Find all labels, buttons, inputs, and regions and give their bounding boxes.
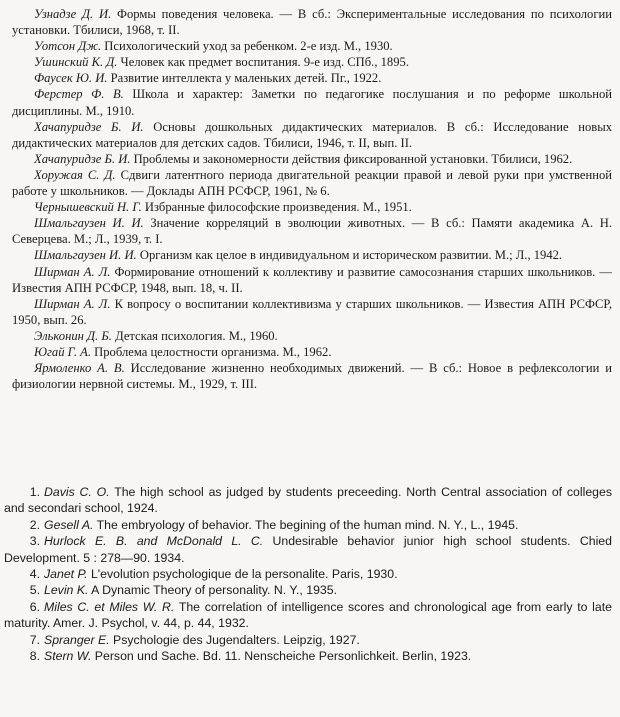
- reference-entry: [0, 296, 620, 328]
- reference-text: Организм как целое в индивидуальном и историческом развитии. М.; Л., 1942.: [136, 248, 563, 263]
- reference-entry: [0, 360, 620, 392]
- reference-author: Davis C. O.: [44, 485, 110, 499]
- reference-entry: [0, 599, 620, 632]
- reference-text: Проблема целостности организма. М., 1962.: [91, 344, 332, 359]
- reference-author: Ширман А. Л.: [34, 296, 111, 311]
- reference-text: Значение корреляций в эволюции животных. — В сб.: Памяти академика А. Н. Северцева. М.; Л., 1939, т. I.: [12, 216, 612, 247]
- reference-number: 5.: [29, 583, 40, 598]
- reference-author: Фаусек Ю. И.: [34, 71, 108, 86]
- reference-entry: [0, 119, 620, 151]
- reference-author: Miles C. et Miles W. R.: [44, 599, 175, 614]
- reference-entry: [0, 533, 620, 566]
- reference-text: Избранные философские произведения. М., 1951.: [141, 200, 412, 215]
- reference-number: 2.: [29, 517, 40, 532]
- reference-number: 3.: [29, 534, 40, 549]
- reference-text: Исследование жизненно необходимых движений. — В сб.: Новое в рефлексологии и физиологии нервной системы. М., 1929, т. III.: [12, 361, 613, 392]
- reference-text: Person und Sache. Bd. 11. Nenscheiche Personlichkeit. Berlin, 1923.: [91, 649, 472, 664]
- reference-entry: [0, 38, 620, 54]
- reference-text: Развитие интеллекта у маленьких детей. Пг., 1922.: [107, 71, 382, 86]
- reference-author: Хоружая С. Д.: [34, 167, 116, 182]
- reference-text: Основы дошкольных дидактических материалов. В сб.: Исследование новых дидактических материалов для детских садов. Тбилиси, 1946, т. II, вып. II.: [12, 119, 612, 150]
- reference-author: Ярмоленко А. В.: [34, 361, 125, 376]
- reference-text: Проблемы и закономерности действия фиксированной установки. Тбилиси, 1962.: [130, 151, 573, 166]
- reference-author: Gesell A.: [44, 517, 94, 532]
- reference-entry: [0, 517, 620, 533]
- reference-text: Школа и характер: Заметки по педагогике послушания и по реформе школьной дисциплины. М., 1910.: [12, 87, 613, 118]
- reference-author: Хачапуридзе Б. И.: [34, 151, 131, 166]
- reference-number: 1.: [29, 485, 40, 499]
- reference-author: Stern W.: [44, 649, 92, 664]
- reference-text: Человек как предмет воспитания. 9-е изд. СПб., 1895.: [117, 55, 409, 70]
- reference-number: 4.: [29, 567, 40, 582]
- reference-author: Узнадзе Д. И.: [34, 7, 112, 21]
- english-references: [0, 484, 620, 664]
- reference-entry: [0, 70, 620, 86]
- reference-entry: [0, 582, 620, 598]
- reference-author: Ушинский К. Д.: [34, 55, 118, 70]
- reference-entry: [0, 247, 620, 263]
- reference-text: Формирование отношений к коллективу и развитие самосознания старших школьников. — Известия АПН РСФСР, 1948, вып. 18, ч. II.: [12, 264, 613, 295]
- reference-text: L'evolution psychologique de la personalite. Paris, 1930.: [87, 567, 398, 582]
- reference-author: Эльконин Д. Б.: [34, 328, 112, 343]
- reference-author: Ферстер Ф. В.: [34, 87, 124, 102]
- reference-text: A Dynamic Theory of personality. N. Y., 1935.: [88, 583, 338, 598]
- reference-entry: [0, 648, 620, 664]
- reference-author: Hurlock E. B. and McDonald L. C.: [44, 534, 264, 549]
- reference-text: Сдвиги латентного периода двигательной реакции правой и левой руки при умственной работе у школьников. — Доклады АПН РСФСР, 1961, № 6.: [12, 167, 612, 199]
- reference-text: The correlation of intelligence scores and chronological age from early to late maturity. Amer. J. Psychol, v. 44, p. 44, 1932.: [4, 599, 613, 631]
- reference-entry: [0, 54, 620, 70]
- reference-number: 6.: [29, 599, 40, 614]
- reference-entry: [0, 215, 620, 247]
- reference-author: Шмальгаузен И. И.: [34, 248, 137, 263]
- reference-entry: [0, 167, 620, 199]
- reference-author: Югай Г. А.: [34, 344, 92, 359]
- reference-author: Хачапуридзе Б. И.: [34, 119, 144, 134]
- reference-text: Формы поведения человека. — В сб.: Экспериментальные исследования по психологии установки. Тбилиси, 1968, т. II.: [12, 7, 612, 38]
- reference-number: 7.: [29, 632, 40, 647]
- reference-text: The embryology of behavior. The begining of the human mind. N. Y., L., 1945.: [93, 517, 519, 532]
- reference-entry: [0, 328, 620, 344]
- reference-text: The high school as judged by students preceeding. North Central association of colleges and secondari school, 1924.: [4, 485, 612, 516]
- reference-text: Undesirable behavior junior high school students. Chied Development. 5 : 278—90. 1934.: [4, 534, 612, 565]
- reference-entry: [0, 566, 620, 582]
- reference-author: Чернышевский Н. Г.: [34, 200, 142, 215]
- reference-text: Психологический уход за ребенком. 2-е изд. М., 1930.: [101, 39, 393, 54]
- reference-author: Ширман А. Л.: [34, 264, 111, 279]
- reference-author: Janet P.: [44, 567, 88, 582]
- reference-entry: [0, 199, 620, 215]
- reference-entry: [0, 264, 620, 296]
- reference-author: Уотсон Дж.: [34, 39, 102, 54]
- reference-entry: [0, 86, 620, 118]
- reference-author: Шмальгаузен И. И.: [34, 216, 144, 231]
- reference-entry: [0, 344, 620, 360]
- reference-entry: [0, 6, 620, 38]
- reference-entry: [0, 484, 620, 517]
- reference-text: Psychologie des Jugendalters. Leipzig, 1927.: [109, 632, 360, 647]
- reference-text: К вопросу о воспитании коллективизма у старших школьников. — Известия АПН РСФСР, 1950, вып. 26.: [12, 296, 612, 327]
- reference-author: Spranger E.: [44, 632, 110, 647]
- reference-entry: [0, 632, 620, 648]
- reference-text: Детская психология. М., 1960.: [111, 328, 278, 343]
- russian-references: [0, 6, 620, 392]
- reference-entry: [0, 151, 620, 167]
- reference-number: 8.: [29, 649, 40, 664]
- reference-author: Levin K.: [44, 583, 89, 598]
